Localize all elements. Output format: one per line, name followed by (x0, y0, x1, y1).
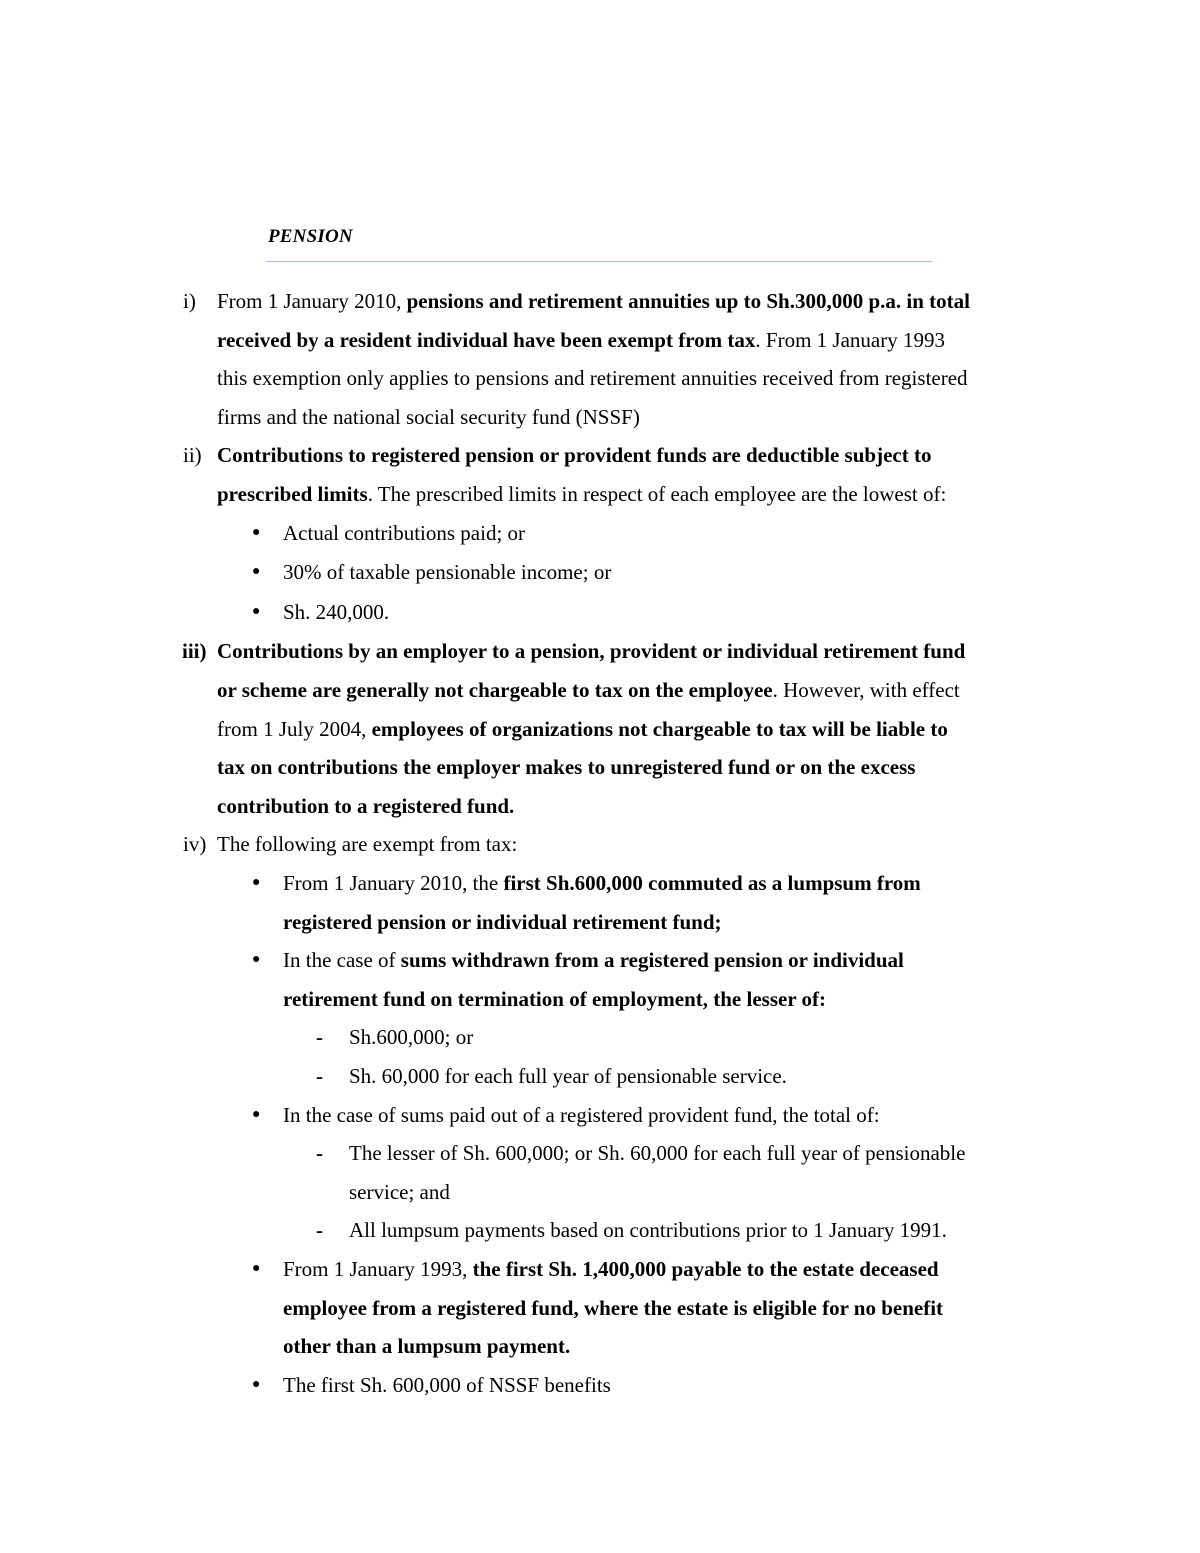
bullet-icon: ● (252, 952, 261, 968)
bold-text: contribution to a registered fund. (217, 793, 515, 818)
text-run: 30% of taxable pensionable income; or (283, 560, 612, 585)
bold-text: or scheme are generally not chargeable to tax on the employee (217, 678, 773, 702)
paragraph-line (217, 289, 970, 313)
paragraph-line (217, 639, 965, 663)
list-number: iii) (182, 639, 207, 664)
sub-item-line (349, 1218, 947, 1242)
dash-icon: - (316, 1025, 323, 1050)
bullet-item-line (283, 910, 722, 934)
bullet-item-line (283, 987, 826, 1011)
text-run: Sh. 240,000. (283, 599, 390, 624)
text-run: service; and (349, 1179, 450, 1204)
bold-text: received by a resident individual have been exempt from tax (217, 327, 756, 352)
paragraph-line (217, 405, 640, 429)
text-run: . From 1 January 1993 (755, 327, 945, 352)
sub-item-line (349, 1180, 450, 1204)
sub-item-line (349, 1064, 787, 1088)
bullet-icon: ● (252, 1261, 261, 1276)
dash-icon: - (316, 1218, 323, 1243)
paragraph-line (217, 832, 517, 856)
bullet-item-line (283, 1373, 611, 1397)
bullet-item-line (283, 871, 921, 895)
paragraph-line (217, 443, 931, 467)
bullet-icon: ● (252, 564, 261, 580)
list-number: iv) (183, 832, 207, 857)
paragraph-line (217, 366, 968, 390)
sub-item-line (349, 1025, 473, 1049)
text-run: All lumpsum payments based on contributions prior to 1 January 1991. (349, 1218, 947, 1243)
bold-text: Contributions by an employer to a pension, provident or individual retirement fund (217, 639, 966, 664)
bullet-item (283, 560, 611, 584)
text-run: Sh.600,000; or (349, 1025, 474, 1050)
text-run: In the case of (283, 948, 401, 973)
text-run: In the case of sums paid out of a registered provident fund, the total of: (283, 1102, 880, 1127)
bold-text: Contributions to registered pension or provident funds are deductible subject to (217, 443, 932, 468)
bold-text: tax on contributions the employer makes to unregistered fund or on the excess (217, 755, 916, 780)
list-number: ii) (183, 443, 202, 468)
text-run: From 1 January 2010, (217, 289, 407, 313)
bold-text: the first Sh. 1,400,000 payable to the estate deceased (472, 1257, 939, 1281)
bullet-item (283, 521, 525, 545)
text-run: Sh. 60,000 for each full year of pensionable service. (349, 1064, 787, 1088)
text-run: . However, with effect (772, 678, 960, 702)
list-number: i) (183, 289, 196, 313)
paragraph-line (217, 678, 960, 702)
paragraph-line (217, 717, 948, 741)
text-run: from 1 July 2004, (217, 716, 372, 741)
paragraph-line (217, 755, 915, 779)
bullet-icon: ● (252, 524, 261, 540)
text-run: . The prescribed limits in respect of each employee are the lowest of: (367, 482, 947, 506)
text-run: From 1 January 2010, the (283, 871, 504, 895)
bullet-item-line (283, 1296, 943, 1320)
text-run: The first Sh. 600,000 of NSSF benefits (283, 1372, 611, 1397)
bold-text: employee from a registered fund, where the estate is eligible for no benefit (283, 1295, 944, 1320)
paragraph-line (217, 482, 946, 506)
bullet-item (283, 600, 389, 624)
paragraph-line (217, 794, 514, 818)
bold-text: retirement fund on termination of employment, the lesser of: (283, 986, 826, 1011)
bold-text: other than a lumpsum payment. (283, 1334, 571, 1359)
bold-text: pensions and retirement annuities up to Sh.300,000 p.a. in total (406, 289, 970, 313)
bullet-item-line (283, 1103, 880, 1127)
bold-text: prescribed limits (217, 482, 368, 506)
bold-text: employees of organizations not chargeable to tax will be liable to (371, 716, 948, 741)
text-run: The following are exempt from tax: (217, 832, 518, 857)
paragraph-line (217, 328, 945, 352)
bullet-icon: ● (252, 875, 261, 890)
section-heading: PENSION (268, 226, 353, 247)
heading-underline (266, 261, 932, 262)
bullet-icon: ● (252, 603, 261, 619)
bold-text: registered pension or individual retirement fund; (283, 909, 722, 934)
bullet-item-line (283, 1334, 570, 1358)
sub-item-line (349, 1141, 965, 1165)
bullet-icon: ● (252, 1106, 261, 1122)
bullet-item-line (283, 948, 904, 972)
text-run: The lesser of Sh. 600,000; or Sh. 60,000 for each full year of pensionable (349, 1141, 966, 1166)
bold-text: sums withdrawn from a registered pension or individual (400, 948, 904, 973)
text-run: this exemption only applies to pensions and retirement annuities received from registered (217, 366, 968, 391)
text-run: From 1 January 1993, (283, 1257, 473, 1281)
dash-icon: - (316, 1064, 323, 1088)
text-run: Actual contributions paid; or (283, 520, 526, 545)
text-run: firms and the national social security fund (NSSF) (217, 404, 640, 429)
bold-text: first Sh.600,000 commuted as a lumpsum from (503, 871, 921, 895)
bullet-icon: ● (252, 1376, 261, 1392)
dash-icon: - (316, 1141, 323, 1166)
bullet-item-line (283, 1257, 939, 1281)
